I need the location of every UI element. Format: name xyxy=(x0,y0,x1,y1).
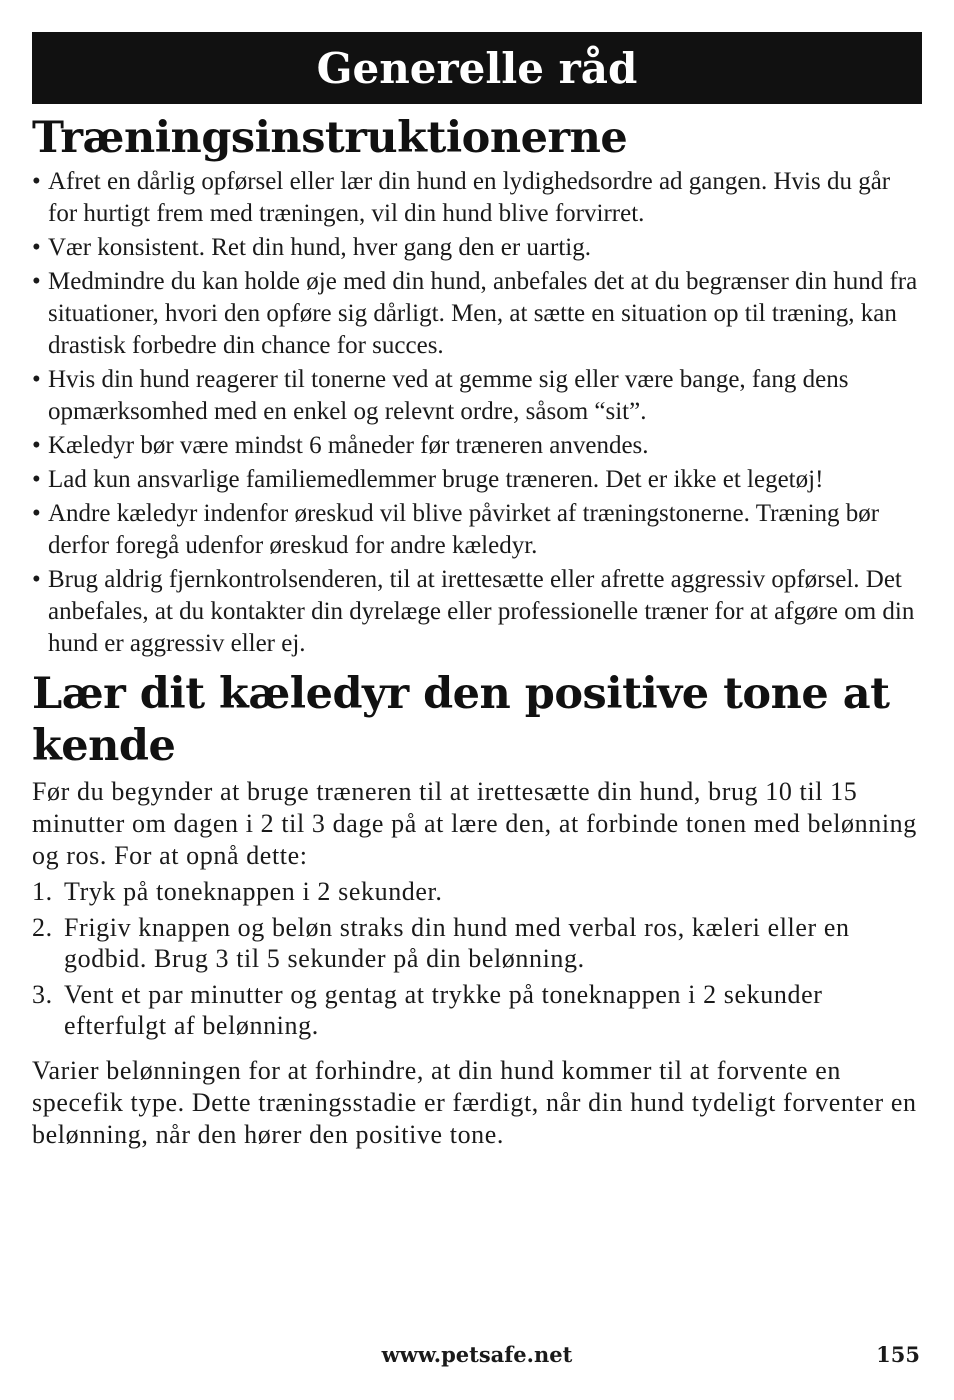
training-instructions-list xyxy=(32,166,922,660)
step-number: 3. xyxy=(32,980,53,1009)
list-item: • Hvis din hund reagerer til tonerne ved at gemme sig eller være bange, fang dens opmærksomhed med en enkel og relevnt ordre, såsom “sit”. xyxy=(32,366,849,425)
positive-tone-heading: Lær dit kæledyr den positive tone at kende xyxy=(32,669,890,771)
section-banner xyxy=(32,32,922,104)
step-text: Frigiv knappen og beløn straks din hund med verbal ros, kæleri eller en godbid. Brug 3 til 5 sekunder på din belønning. xyxy=(64,913,850,973)
bullet-icon: • xyxy=(32,466,41,493)
list-item: • Brug aldrig fjernkontrolsenderen, til at irettesætte eller afrette aggressiv opførsel. Det anbefales, at du kontakter din dyrelæge eller professionelle træner for at afgøre om din hund er aggressiv eller ej. xyxy=(32,566,915,657)
list-item xyxy=(32,979,922,1041)
list-item: • Vær konsistent. Ret din hund, hver gang den er uartig. xyxy=(32,232,922,264)
list-item: • Kæledyr bør være mindst 6 måneder før træneren anvendes. xyxy=(32,430,922,462)
step-text: Tryk på toneknappen i 2 sekunder. xyxy=(64,877,443,906)
list-item: • Afret en dårlig opførsel eller lær din hund en lydighedsordre ad gangen. Hvis du går for hurtigt frem med træningen, vil din hund blive forvirret. xyxy=(32,168,891,227)
list-item: • Lad kun ansvarlige familiemedlemmer bruge træneren. Det er ikke et legetøj! xyxy=(32,464,922,496)
bullet-icon: • xyxy=(32,168,41,195)
list-item xyxy=(32,876,922,907)
steps-list xyxy=(32,876,922,1041)
outro-paragraph: Varier belønningen for at forhindre, at din hund kommer til at forvente en specefik type. Dette træningsstadie er færdigt, når din hund tydeligt forventer en belønning, når den hører den positive tone. xyxy=(32,1056,917,1149)
banner-title: Generelle råd xyxy=(316,43,638,93)
bullet-icon: • xyxy=(32,500,41,527)
list-item: • Andre kæledyr indenfor øreskud vil blive påvirket af træningstonerne. Træning bør derfor foregå udenfor øreskud for andre kæledyr. xyxy=(32,500,880,559)
list-item xyxy=(32,912,922,974)
page-content xyxy=(32,110,922,1151)
bullet-icon: • xyxy=(32,432,41,459)
intro-paragraph: Før du begynder at bruge træneren til at irettesætte din hund, brug 10 til 15 minutter om dagen i 2 til 3 dage på at lære den, at forbinde tonen med belønning og ros. For at opnå dette: xyxy=(32,777,917,870)
bullet-icon: • xyxy=(32,566,41,593)
page-number: 155 xyxy=(876,1342,920,1367)
step-text: Vent et par minutter og gentag at trykke på toneknappen i 2 sekunder efterfulgt af belønning. xyxy=(64,980,823,1040)
footer-website: www.petsafe.net xyxy=(381,1342,573,1367)
training-instructions-heading: Træningsinstruktionerne xyxy=(32,113,628,163)
step-number: 1. xyxy=(32,877,53,906)
step-number: 2. xyxy=(32,913,53,942)
bullet-icon: • xyxy=(32,234,41,261)
bullet-icon: • xyxy=(32,366,41,393)
list-item: • Medmindre du kan holde øje med din hund, anbefales det at du begrænser din hund fra situationer, hvori den opføre sig dårligt. Men, at sætte en situation op til træning, kan drastisk forbedre din chance for succes. xyxy=(32,268,918,359)
bullet-icon: • xyxy=(32,268,41,295)
